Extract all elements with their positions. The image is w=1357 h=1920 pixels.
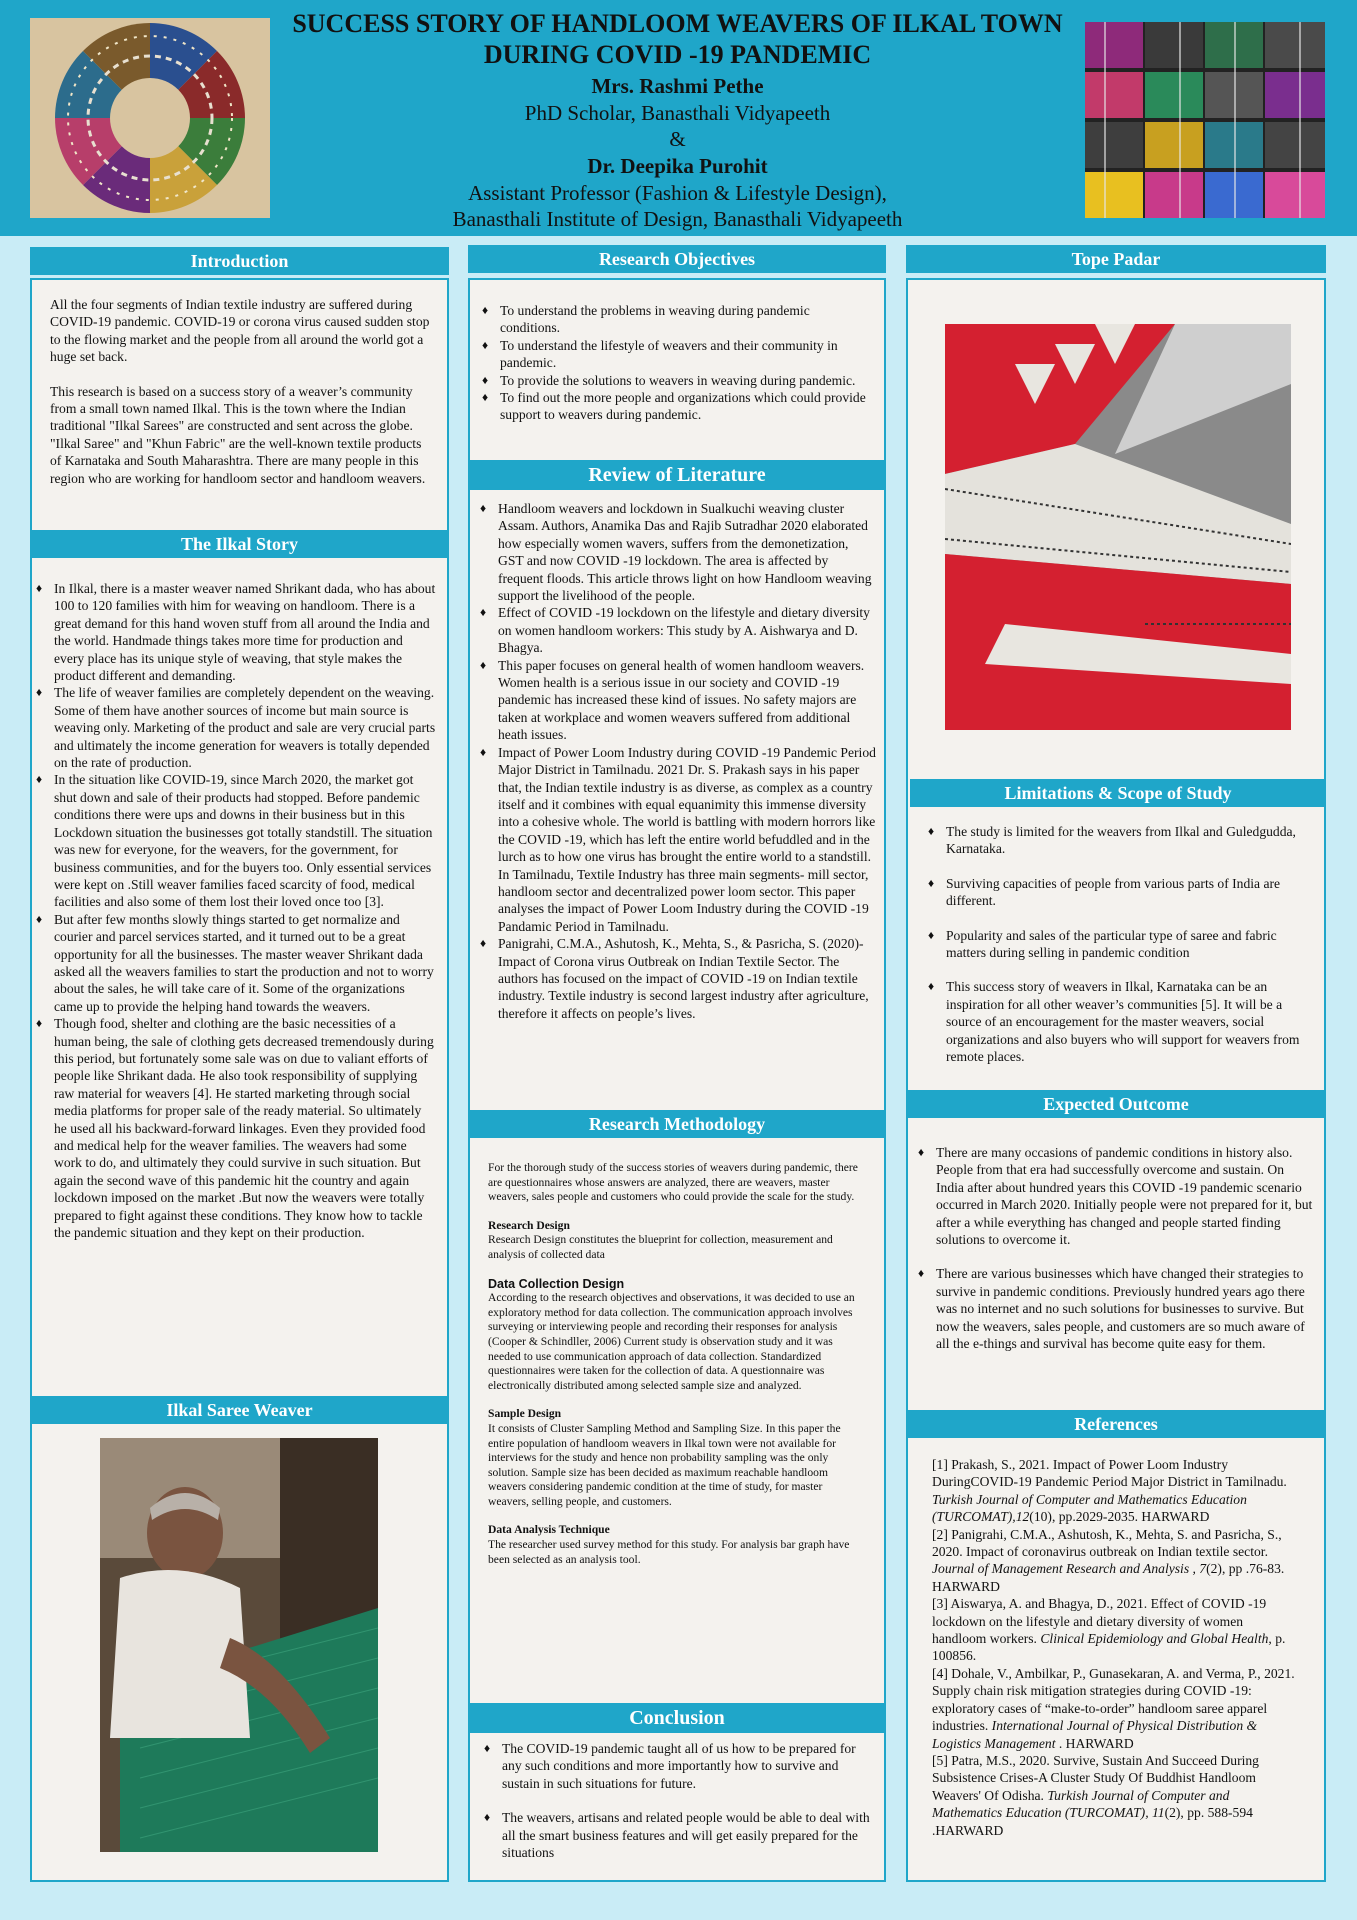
tope-padar-heading: Tope Padar: [906, 245, 1326, 273]
conclusion-heading: Conclusion: [468, 1703, 886, 1733]
author2-affiliation-line1: Assistant Professor (Fashion & Lifestyle Design),: [468, 181, 887, 205]
objectives-list: [482, 302, 872, 424]
data-collection-text: According to the research objectives and observations, it was decided to use an exploratory method for data collection. The communication approach involves surveying or interviewing people and recording their responses for analysis (Cooper & Schindller, 2006) Current study is observation study and it was needed to use communication approach of data collection. Standardized questionnaires were taken for the collection of data. A questionnaire was electronically distributed among selected sample size and analyzed.: [488, 1291, 855, 1392]
limitations-heading: Limitations & Scope of Study: [910, 779, 1326, 807]
research-design-title: Research Design: [488, 1218, 570, 1232]
list-item: ♦ To understand the lifestyle of weavers and their community in pandemic.: [482, 337, 872, 372]
research-design-text: Research Design constitutes the blueprint for collection, measurement and analysis of collected data: [488, 1233, 833, 1261]
poster-title-line1: SUCCESS STORY OF HANDLOOM WEAVERS OF ILKAL TOWN: [292, 9, 1063, 38]
list-item: ♦ In the situation like COVID-19, since March 2020, the market got shut down and sale of their products had stopped. Before pandemic conditions there were ups and downs in their business but in this Lockdown situation the businesses got totally standstill. The situation was new for everyone, for the weavers, for the government, for business communities, and for the buyers too. Only essential services were kept on .Still weaver families faced scarcity of food, medical facilities and also some of them lost their loved once too [3].: [36, 771, 436, 910]
data-collection-title: Data Collection Design: [488, 1276, 625, 1291]
methodology-text: [488, 1161, 858, 1567]
list-item: ♦ To understand the problems in weaving during pandemic conditions.: [482, 302, 872, 337]
introduction-heading: Introduction: [30, 247, 449, 275]
list-item: ♦ To provide the solutions to weavers in weaving during pandemic.: [482, 372, 872, 389]
list-item: ♦ This paper focuses on general health of women handloom weavers. Women health is a serious issue in our society and COVID -19 pandemic has increased these kind of issues. No safety majors are taken at workplace and women weavers suffered from additional heath issues.: [480, 657, 876, 744]
folded-fabrics-photo: [30, 18, 270, 218]
expected-outcome-list: [918, 1144, 1313, 1352]
references-heading: References: [906, 1410, 1326, 1438]
poster-header: [0, 0, 1357, 236]
conclusion-list: [484, 1740, 874, 1861]
author2-affiliation-line2: Banasthali Institute of Design, Banasthali Vidyapeeth: [452, 207, 903, 231]
tope-padar-saree-photo: [945, 324, 1291, 730]
reference-item: [2] Panigrahi, C.M.A., Ashutosh, K., Mehta, S. and Pasricha, S., 2020. Impact of coronavirus outbreak on Indian textile sector. Journal of Management Research and Analysis , 7(2), pp .76-83. HARWARD: [932, 1526, 1285, 1594]
weaver-at-loom-photo: [100, 1438, 378, 1852]
list-item: ♦ In Ilkal, there is a master weaver named Shrikant dada, who has about 100 to 120 families with him for weaving on handloom. There is a great demand for this hand woven stuff from all around the India and the world. Handmade things takes more time for production and every place has its unique style of weaving, that style makes the product different and demanding.: [36, 580, 436, 684]
methodology-heading: Research Methodology: [468, 1110, 886, 1138]
poster-title-line2: DURING COVID -19 PANDEMIC: [483, 40, 872, 69]
literature-heading: Review of Literature: [468, 460, 886, 490]
introduction-paragraph: All the four segments of Indian textile industry are suffered during COVID-19 pandemic. COVID-19 or corona virus caused sudden stop to the flowing market and the people from all around the world got a huge set back.: [50, 297, 430, 365]
ilkal-story-heading: The Ilkal Story: [30, 530, 449, 558]
reference-item: [1] Prakash, S., 2021. Impact of Power Loom Industry DuringCOVID-19 Pandemic Period Major District in Tamilnadu. Turkish Journal of Computer and Mathematics Education (TURCOMAT),12(10), pp.2029-2035. HARWARD: [932, 1457, 1287, 1525]
limitations-list: [928, 823, 1308, 1065]
literature-list: [480, 500, 876, 1022]
list-item: ♦ Impact of Power Loom Industry during COVID -19 Pandemic Period Major District in Tamilnadu. 2021 Dr. S. Prakash says in his paper that, the Indian textile industry is as diverse, as complex as a country itself and it combines with equal equanimity this immense diversity into a cohesive whole. The world is battling with modern horrors like the COVID -19, which has left the entire world befuddled and in the lurch as to how one virus has brought the entire world to a standstill. In Tamilnadu, Textile Industry has three main segments- mill sector, handloom sector and decentralized power loom sector. This paper analyses the impact of Power Loom Industry during the COVID -19 Pandamic Period in Tamilnadu.: [480, 744, 876, 935]
list-item: ♦ There are many occasions of pandemic conditions in history also. People from that era had successfully overcome and sustain. On India after about hundred years this COVID -19 pandemic scenario occurred in March 2020. Initially people were not prepared for it, but after a while everything has changed and people started finding solutions to overcome it.: [918, 1144, 1313, 1248]
list-item: ♦ Surviving capacities of people from various parts of India are different.: [928, 875, 1308, 910]
list-item: ♦ Popularity and sales of the particular type of saree and fabric matters during selling in pandemic condition: [928, 927, 1308, 962]
author-ampersand: &: [669, 127, 686, 151]
introduction-paragraph: This research is based on a success story of a weaver’s community from a small town named Ilkal. This is the town where the Indian traditional "Ilkal Sarees" are constructed and sent across the globe. "Ilkal Saree" and "Khun Fabric" are the well-known textile products of Karnataka and South Maharashtra. There are many people in this region who are working for handloom sector and handloom weavers.: [50, 383, 426, 486]
list-item: ♦ Handloom weavers and lockdown in Sualkuchi weaving cluster Assam. Authors, Anamika Das and Rajib Sutradhar 2020 elaborated how especially women wavers, suffers from the demonetization, GST and now COVID -19 lockdown. The area is affected by frequent floods. This article throws light on how Handloom weaving support the livelihood of the people.: [480, 500, 876, 604]
reference-item: [5] Patra, M.S., 2020. Survive, Sustain And Succeed During Subsistence Crises-A Cluster Study Of Buddhist Handloom Weavers' Of Odisha. Turkish Journal of Computer and Mathematics Education (TURCOMAT), 11(2), pp. 588-594 .HARWARD: [932, 1752, 1259, 1838]
data-analysis-text: The researcher used survey method for this study. For analysis bar graph have been selected as an analysis tool.: [488, 1538, 850, 1566]
author2-name: Dr. Deepika Purohit: [587, 154, 768, 178]
reference-item: [3] Aiswarya, A. and Bhagya, D., 2021. Effect of COVID -19 lockdown on the lifestyle and dietary diversity of women handloom workers. Clinical Epidemiology and Global Health, p. 100856.: [932, 1596, 1286, 1664]
list-item: ♦ But after few months slowly things started to get normalize and courier and parcel services started, and it turned out to be a great opportunity for all the businesses. The master weaver Shrikant dada asked all the weavers families to start the production and not to worry about the sales, he will take care of it. Some of the organizations came up to provide the helping hand towards the weavers.: [36, 911, 436, 1015]
list-item: ♦ The weavers, artisans and related people would be able to deal with all the smart business features and will get easily prepared for the situations: [484, 1809, 874, 1861]
expected-outcome-heading: Expected Outcome: [906, 1090, 1326, 1118]
author1-name: Mrs. Rashmi Pethe: [591, 74, 764, 98]
fabric-swatch-grid-photo: [1085, 22, 1325, 218]
saree-weaver-heading: Ilkal Saree Weaver: [30, 1396, 449, 1424]
list-item: ♦ To find out the more people and organizations which could provide support to weavers during pandemic.: [482, 389, 872, 424]
introduction-text: [50, 296, 430, 487]
sample-design-text: It consists of Cluster Sampling Method and Sampling Size. In this paper the entire population of handloom weavers in Ilkal town were not available for interviews for the study and hence non probability sampling was the only solution. Sample size has been decided as maximum reachable handloom weavers considering pandemic condition at the time of study, for master weavers, selling people, and customers.: [488, 1421, 841, 1508]
reference-item: [4] Dohale, V., Ambilkar, P., Gunasekaran, A. and Verma, P., 2021. Supply chain risk mitigation strategies during COVID -19: exploratory cases of “make-to-order” handloom saree apparel industries. International Journal of Physical Distribution & Logistics Management . HARWARD: [932, 1665, 1295, 1751]
list-item: ♦ The COVID-19 pandemic taught all of us how to be prepared for any such conditions and more importantly how to survive and sustain in such situations for future.: [484, 1740, 874, 1792]
list-item: ♦ There are various businesses which have changed their strategies to survive in pandemic conditions. Previously hundred years ago there was no internet and no such solutions for businesses to survive. But now the weavers, sales people, and customers are so much aware of all the e-things and survival has become quite easy for them.: [918, 1265, 1313, 1352]
data-analysis-title: Data Analysis Technique: [488, 1523, 610, 1537]
ilkal-story-text: [36, 580, 436, 1241]
author1-affiliation: PhD Scholar, Banasthali Vidyapeeth: [524, 101, 831, 125]
list-item: ♦ Panigrahi, C.M.A., Ashutosh, K., Mehta, S., & Pasricha, S. (2020)- Impact of Corona virus Outbreak on Indian Textile Sector. The authors has focused on the impact of COVID -19 on Indian textile industry. Textile industry is second largest industry after agriculture, therefore it affects on people’s lives.: [480, 935, 876, 1022]
sample-design-title: Sample Design: [488, 1407, 562, 1421]
methodology-intro: For the thorough study of the success stories of weavers during pandemic, there are questionnaires whose answers are analyzed, there are weavers, master weavers, sales people and customers who could provide the scale for the study.: [488, 1161, 858, 1204]
list-item: ♦ The life of weaver families are completely dependent on the weaving. Some of them have another sources of income but main source is weaving only. Marketing of the product and sale are very crucial parts and ultimately the income generation for weavers is totally depended on the rate of production.: [36, 684, 436, 771]
references-list: [932, 1456, 1298, 1839]
objectives-heading: Research Objectives: [468, 245, 886, 273]
list-item: ♦ The study is limited for the weavers from Ilkal and Guledgudda, Karnataka.: [928, 823, 1308, 858]
list-item: ♦ Effect of COVID -19 lockdown on the lifestyle and dietary diversity on women handloom workers: This study by A. Aishwarya and D. Bhagya.: [480, 604, 876, 656]
list-item: ♦ This success story of weavers in Ilkal, Karnataka can be an inspiration for all other weaver’s communities [5]. It will be a source of an encouragement for the master weavers, social organizations and also buyers who will support for weavers from remote places.: [928, 978, 1308, 1065]
list-item: ♦ Though food, shelter and clothing are the basic necessities of a human being, the sale of clothing gets decreased tremendously during this period, but fortunately some sale was on due to valiant efforts of people like Shrikant dada. He also took responsibility of supplying raw material for weavers [4]. He started marketing through social media platforms for proper sale of the ready material. So ultimately he used all his backward-forward linkages. Even they provided food and medical help for the weaver families. The weavers had some work to do, and ultimately they could survive in such situation. But again the second wave of this pandemic hit the country and again lockdown imposed on the market .But now the weavers were totally prepared to fight against these conditions. They know how to tackle the pandemic situation and they kept on their production.: [36, 1015, 436, 1241]
poster-title-block: [280, 8, 1075, 232]
